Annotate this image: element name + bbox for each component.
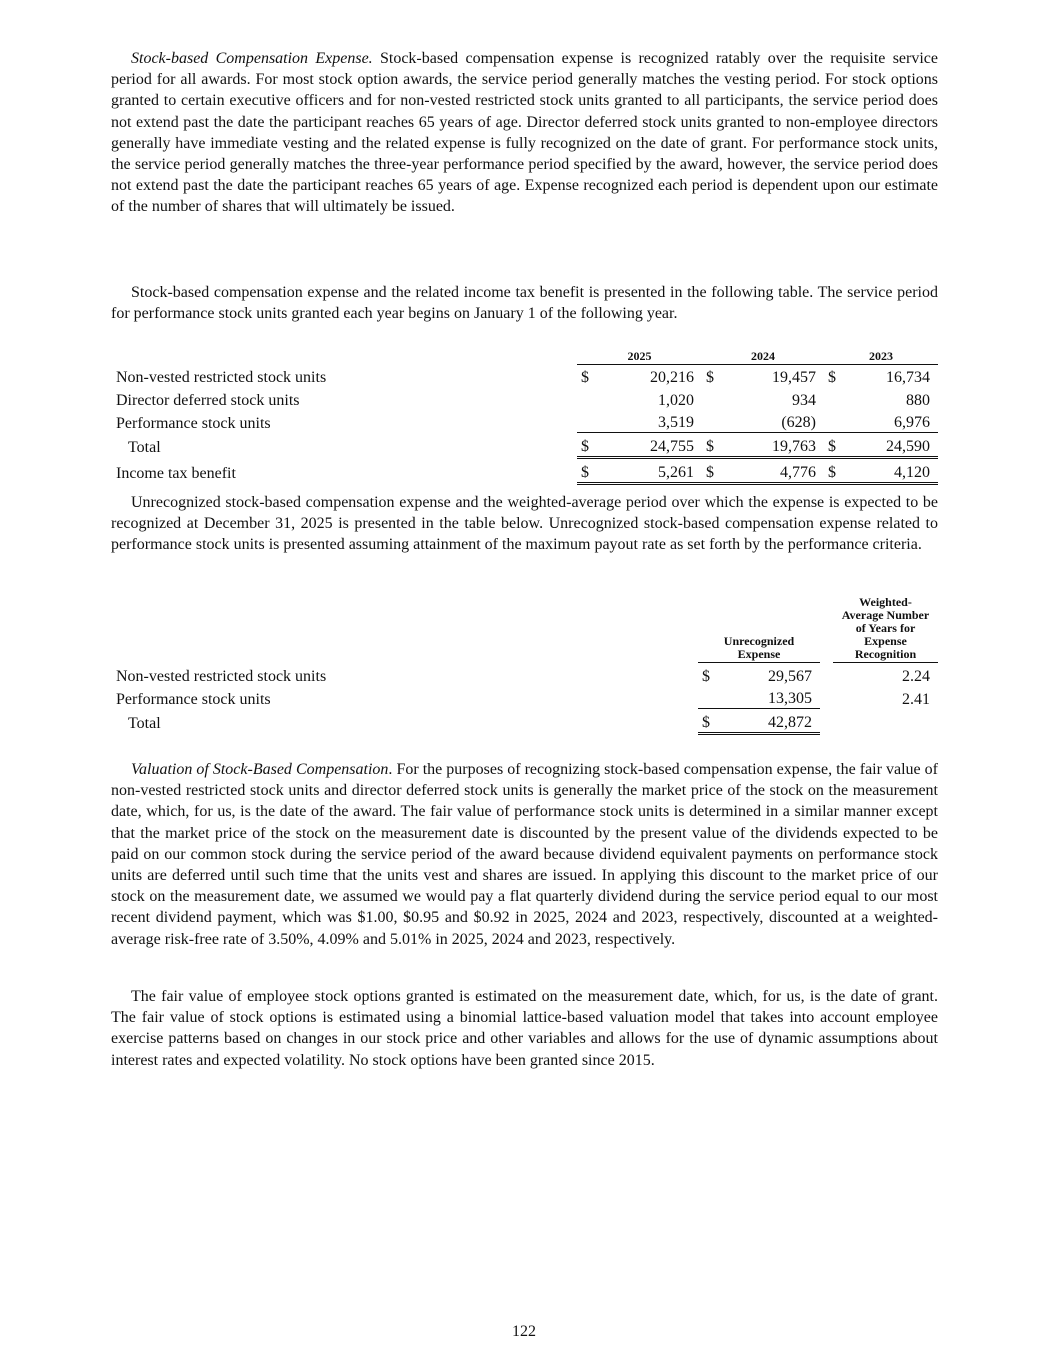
header-line: of Years for (855, 621, 916, 635)
table-row (111, 457, 938, 483)
currency-symbol: $ (824, 433, 841, 458)
paragraph-unrecognized-expense: Unrecognized stock-based compensation expense and the weighted-average period over which the expense is expected to be recognized at December 31, 2025 is presented in the table below. Unrecognized stock-based compensation expense related to performance stock units is presented assuming attainment of the maximum payout rate as set forth by the performance criteria. (111, 494, 938, 554)
cell-value: 19,763 (719, 433, 824, 458)
table-row-total (111, 709, 938, 734)
paragraph-lead-heading: Stock-based Compensation Expense. (131, 50, 373, 67)
header-line: Average Number (841, 608, 930, 622)
cell-value: 5,261 (597, 457, 702, 483)
row-label: Total (128, 715, 161, 733)
row-label: Income tax benefit (116, 465, 236, 483)
column-header-2025: 2025 (577, 340, 702, 364)
row-label: Non-vested restricted stock units (116, 369, 327, 387)
currency-symbol: $ (702, 457, 719, 483)
cell-value: 934 (792, 391, 816, 409)
row-label: Performance stock units (116, 414, 271, 432)
unrecognized-expense-table (111, 596, 938, 735)
row-label: Total (128, 439, 161, 457)
paragraph-lead-heading: Valuation of Stock-Based Compensation (131, 761, 389, 778)
paragraph-stock-comp-expense (111, 48, 938, 218)
header-line: Expense (864, 634, 907, 648)
cell-value: 19,457 (772, 369, 816, 387)
currency-symbol: $ (702, 433, 719, 458)
table-row (111, 387, 938, 410)
header-line: Weighted- (859, 595, 912, 609)
column-header-2024: 2024 (702, 340, 824, 364)
paragraph-stock-options-fair-value: The fair value of employee stock options granted is estimated on the measurement date, which, for us, is the date of grant. The fair value of stock options is estimated using a binomial lattice-based valuation model that takes into account employee exercise patterns based on changes in our stock price and other variables and allows for the use of dynamic assumptions about interest rates and expected volatility. No stock options have been granted since 2015. (111, 988, 938, 1069)
cell-value: 20,216 (650, 369, 694, 387)
currency-symbol: $ (581, 369, 589, 387)
table-row (111, 663, 938, 686)
cell-value: 24,755 (597, 433, 702, 458)
cell-value: 6,976 (894, 414, 930, 432)
paragraph-body: Stock-based compensation expense is recognized ratably over the requisite service period for all awards. For most stock option awards, the service period generally matches the vesting period. For stock options granted to certain executive officers and for non-vested restricted stock units granted to all participants, the service period does not extend past the date the participant reaches 65 years of age. Director deferred stock units granted to non-employee directors generally have immediate vesting and the related expense is fully recognized on the date of grant. For performance stock units, the service period generally matches the three-year performance period specified by the award, however, the service period does not extend past the date the participant reaches 65 years of age. Expense recognized each period is dependent upon our estimate of the number of shares that will ultimately be issued. (111, 50, 938, 216)
paragraph-table-intro: Stock-based compensation expense and the related income tax benefit is presented in the following table. The service period for performance stock units granted each year begins on January 1 of the following year. (111, 284, 938, 323)
cell-value: 880 (906, 391, 930, 409)
row-label: Non-vested restricted stock units (116, 667, 327, 685)
page-number: 122 (512, 1323, 536, 1340)
cell-value: 24,590 (841, 433, 938, 458)
cell-value: 16,734 (886, 369, 930, 387)
currency-symbol: $ (698, 709, 715, 734)
cell-value: 13,305 (768, 690, 812, 708)
table-row (111, 364, 938, 387)
stock-comp-expense-table (111, 340, 938, 485)
cell-value: 2.41 (902, 690, 930, 708)
cell-value: (628) (781, 414, 816, 432)
table-header-row (111, 340, 938, 364)
header-line: Expense (737, 647, 781, 661)
row-label: Director deferred stock units (116, 391, 300, 409)
column-header-unrecognized-expense (698, 596, 820, 663)
cell-value: 3,519 (658, 414, 694, 432)
header-line: Recognition (854, 647, 917, 661)
table-row (111, 686, 938, 709)
paragraph-body: . For the purposes of recognizing stock-based compensation expense, the fair value of non-vested restricted stock units and director deferred stock units is generally the market price of the stock on the measurement date, which, for us, is the date of the award. The fair value of performance stock units is determined in a similar manner except that the market price of the stock on the measurement date is discounted by the present value of the dividends expected to be paid on our common stock during the service period of the award because dividend equivalent payments on performance stock units are deferred until such time that the units vest and shares are issued. In applying this discount to the market price of our stock on the measurement date, we assumed we would pay a flat quarterly dividend during the service period equal to our most recent dividend payment, which was $1.00, $0.95 and $0.92 in 2025, 2024 and 2023, respectively, discounted at a weighted-average risk-free rate of 3.50%, 4.09% and 5.01% in 2025, 2024 and 2023, respectively. (111, 761, 938, 948)
header-line: Unrecognized (723, 634, 795, 648)
cell-value (833, 709, 938, 734)
cell-value: 29,567 (768, 667, 812, 685)
column-header-2023: 2023 (824, 340, 938, 364)
table-row-total (111, 433, 938, 458)
currency-symbol: $ (577, 457, 597, 483)
row-label: Performance stock units (116, 690, 271, 708)
cell-value: 4,120 (841, 457, 938, 483)
cell-value: 1,020 (658, 391, 694, 409)
currency-symbol: $ (824, 457, 841, 483)
cell-value: 2.24 (902, 667, 930, 685)
currency-symbol: $ (706, 369, 714, 387)
cell-value: 42,872 (715, 709, 820, 734)
table-row (111, 410, 938, 433)
currency-symbol: $ (828, 369, 836, 387)
cell-value: 4,776 (719, 457, 824, 483)
column-header-weighted-average-years (833, 596, 938, 663)
table-header-row (111, 596, 938, 663)
currency-symbol: $ (702, 667, 710, 685)
paragraph-valuation (111, 759, 938, 950)
currency-symbol: $ (577, 433, 597, 458)
